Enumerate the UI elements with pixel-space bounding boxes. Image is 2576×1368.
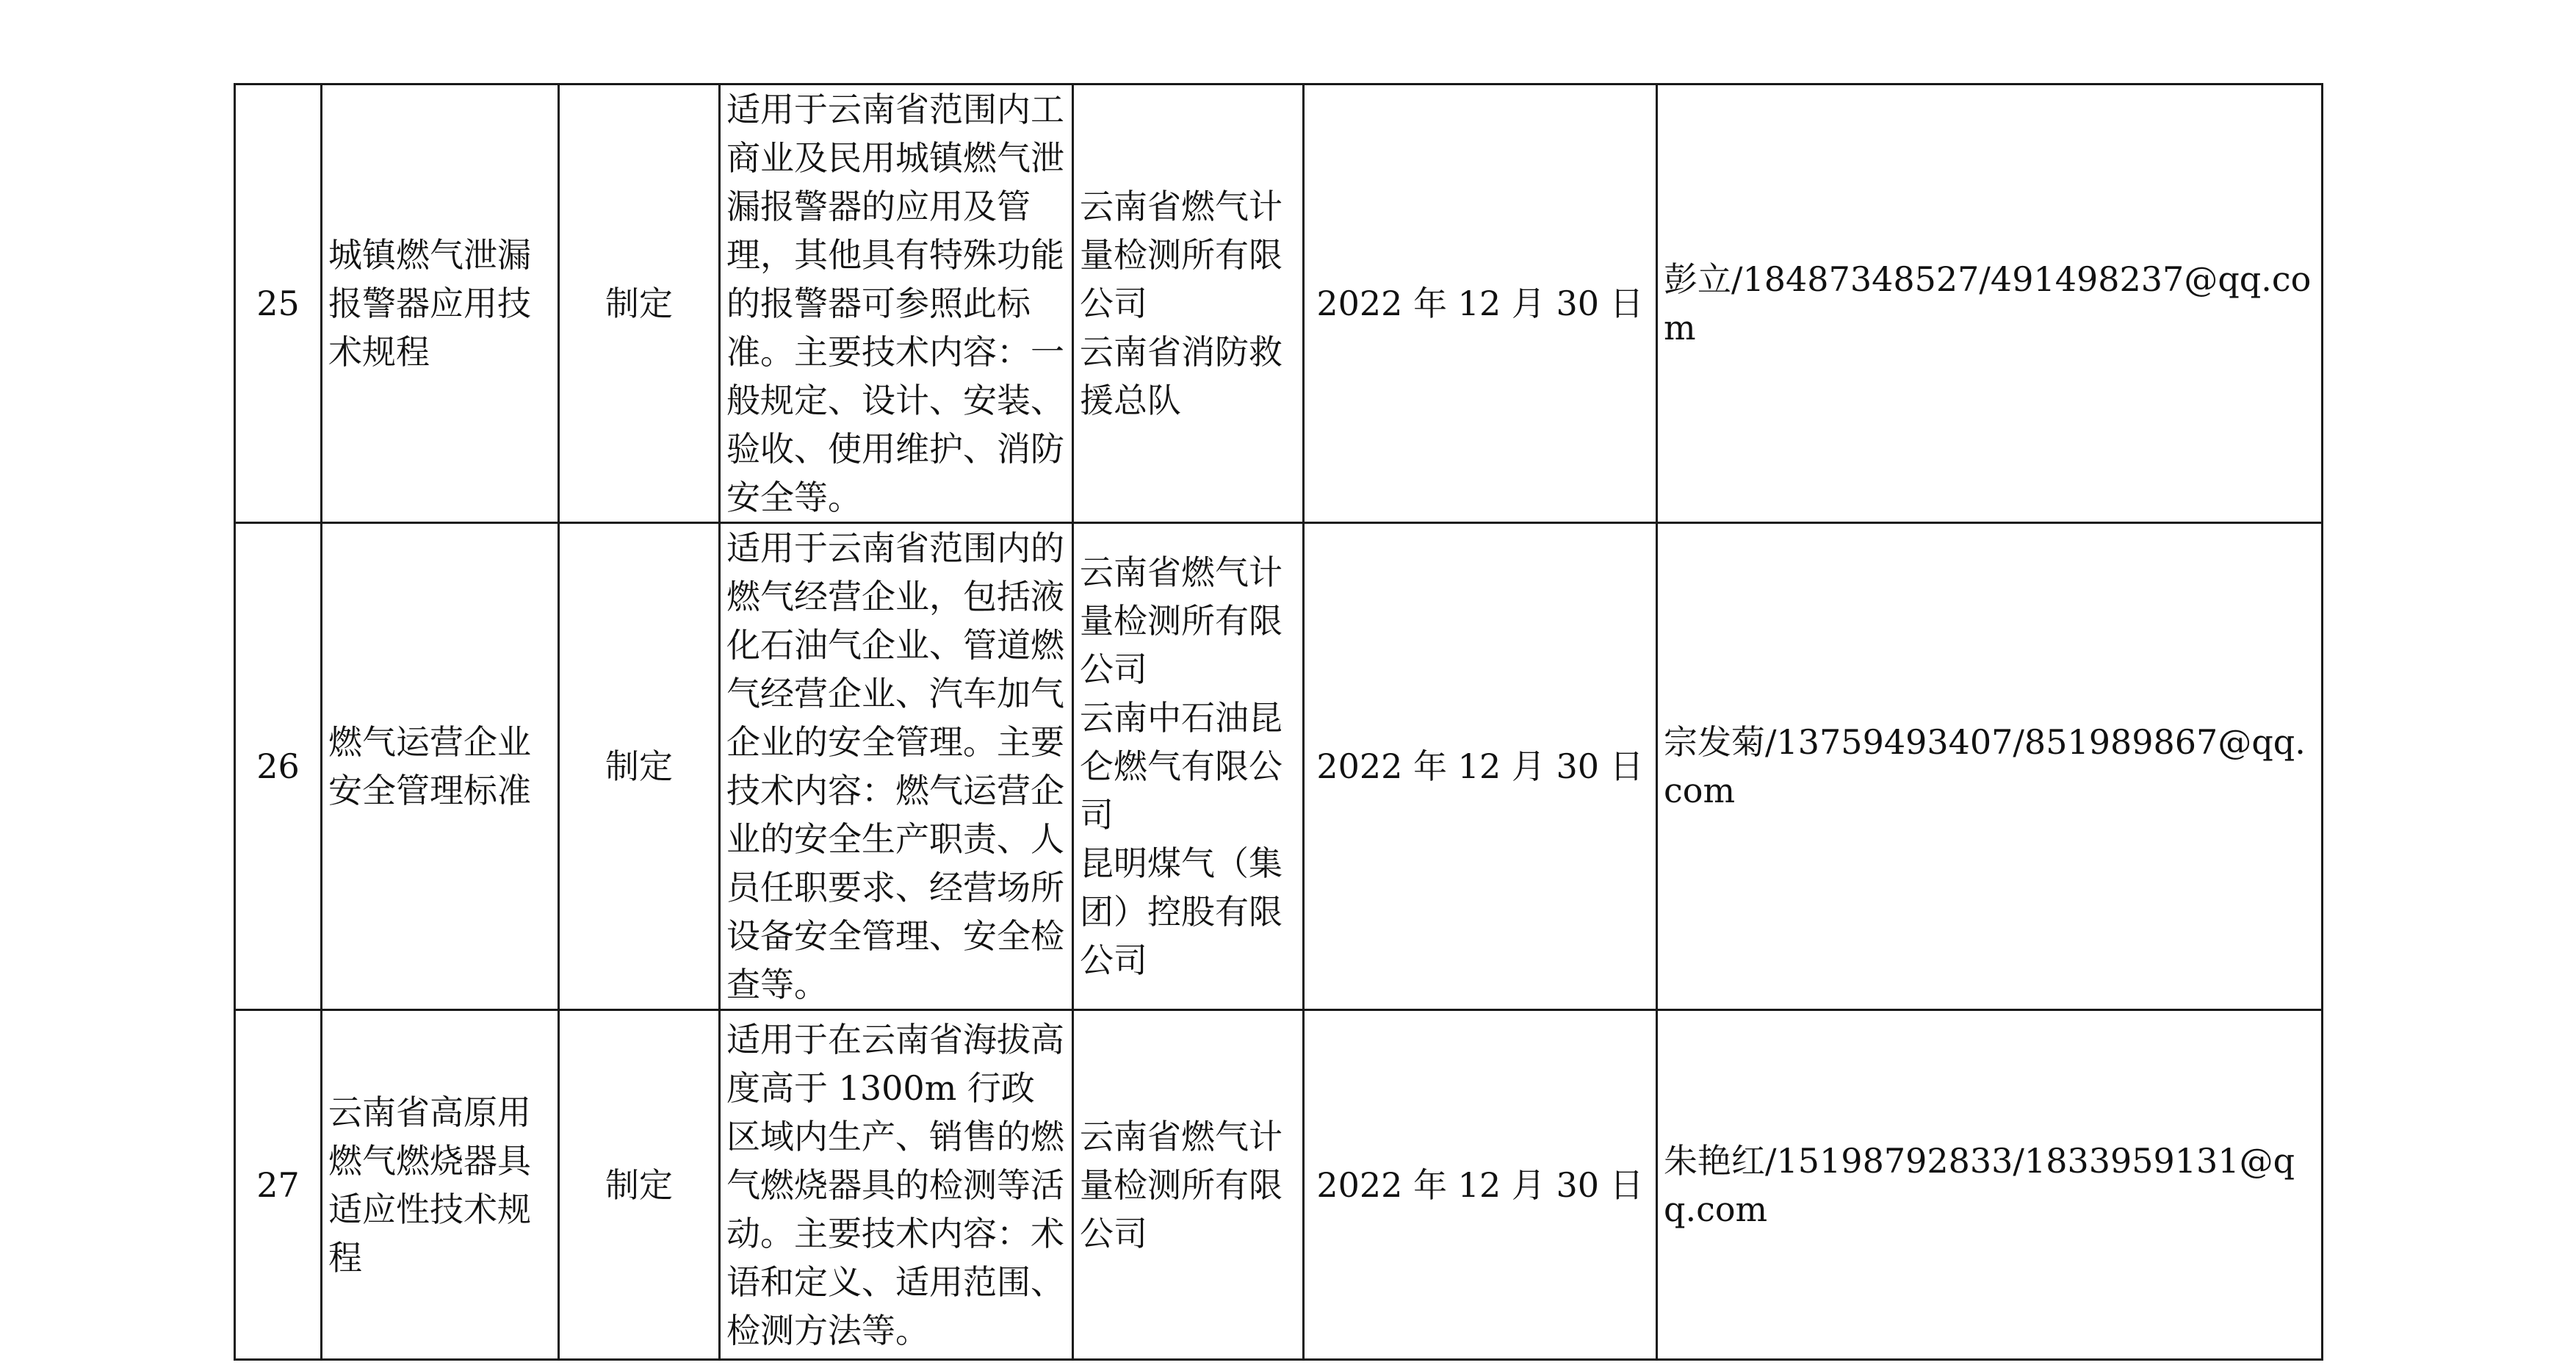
organization: 昆明煤气（集团）控股有限公司 — [1080, 843, 1282, 980]
row-number: 26 — [235, 523, 322, 1010]
table-row — [235, 84, 2323, 523]
completion-date: 2022 年 12 月 30 日 — [1304, 523, 1657, 1010]
standard-name: 城镇燃气泄漏报警器应用技术规程 — [322, 84, 559, 523]
contact-info: 宗发菊/13759493407/851989867@qq.com — [1657, 523, 2323, 1010]
organization: 云南省燃气计量检测所有限公司 — [1080, 187, 1282, 323]
scope-description: 适用于云南省范围内工商业及民用城镇燃气泄漏报警器的应用及管理，其他具有特殊功能的报警器可参照此标准。主要技术内容：一般规定、设计、安装、验收、使用维护、消防安全等。 — [720, 84, 1073, 523]
organization: 云南省燃气计量检测所有限公司 — [1080, 1116, 1282, 1253]
standard-name: 云南省高原用燃气燃烧器具适应性技术规程 — [322, 1010, 559, 1360]
project-type: 制定 — [559, 523, 720, 1010]
completion-date: 2022 年 12 月 30 日 — [1304, 1010, 1657, 1360]
standards-plan-table — [234, 83, 2323, 1361]
scope-description: 适用于在云南省海拔高度高于 1300m 行政区域内生产、销售的燃气燃烧器具的检测等活动。主要技术内容：术语和定义、适用范围、检测方法等。 — [720, 1010, 1073, 1360]
table-row — [235, 1010, 2323, 1360]
row-number: 25 — [235, 84, 322, 523]
organization: 云南省燃气计量检测所有限公司 — [1080, 552, 1282, 689]
organization: 云南中石油昆仑燃气有限公司 — [1080, 698, 1282, 835]
completion-date: 2022 年 12 月 30 日 — [1304, 84, 1657, 523]
table-row — [235, 523, 2323, 1010]
scope-description: 适用于云南省范围内的燃气经营企业，包括液化石油气企业、管道燃气经营企业、汽车加气企业的安全管理。主要技术内容：燃气运营企业的安全生产职责、人员任职要求、经营场所设备安全管理、安全检查等。 — [720, 523, 1073, 1010]
contact-info: 彭立/18487348527/491498237@qq.com — [1657, 84, 2323, 523]
project-type: 制定 — [559, 1010, 720, 1360]
drafting-organizations — [1073, 84, 1304, 523]
drafting-organizations — [1073, 523, 1304, 1010]
organization: 云南省消防救援总队 — [1080, 332, 1282, 420]
standard-name: 燃气运营企业安全管理标准 — [322, 523, 559, 1010]
contact-info: 朱艳红/15198792833/1833959131@qq.com — [1657, 1010, 2323, 1360]
row-number: 27 — [235, 1010, 322, 1360]
drafting-organizations — [1073, 1010, 1304, 1360]
project-type: 制定 — [559, 84, 720, 523]
